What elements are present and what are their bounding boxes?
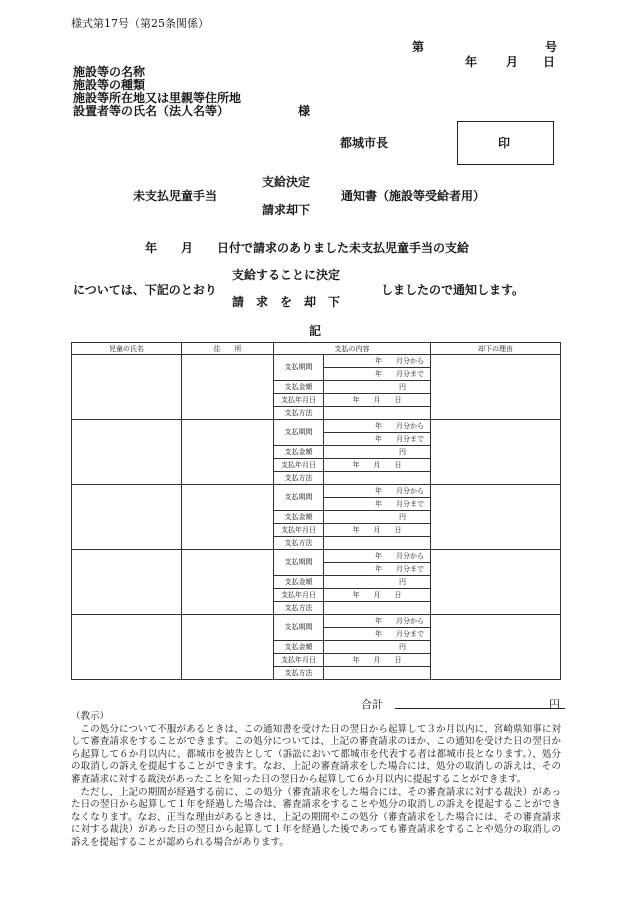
amount-yen: 円 xyxy=(324,511,431,524)
title-option-approve: 支給決定 xyxy=(262,175,311,189)
reject-reason-cell[interactable] xyxy=(431,420,561,485)
address-cell[interactable] xyxy=(182,420,274,485)
child-name-cell[interactable] xyxy=(72,485,182,550)
label-date: 支払年月日 xyxy=(274,459,324,472)
header-reject-reason: 却下の理由 xyxy=(431,343,561,355)
method-value[interactable] xyxy=(324,667,431,680)
period-from: 年 月分から xyxy=(324,420,431,433)
period-to: 年 月分まで xyxy=(324,433,431,446)
addressee-facility-type: 施設等の種類 xyxy=(73,78,146,92)
child-name-cell[interactable] xyxy=(72,420,182,485)
label-method: 支払方法 xyxy=(274,472,324,485)
addressee-owner-name: 設置者等の氏名（法人名等） xyxy=(73,104,230,118)
date-month: 月 xyxy=(506,55,519,69)
address-cell[interactable] xyxy=(182,355,274,420)
period-from: 年 月分から xyxy=(324,355,431,368)
body-line-1: 年 月 日付で請求のありました未支払児童手当の支給 xyxy=(145,241,470,255)
address-cell[interactable] xyxy=(182,485,274,550)
date-day: 日 xyxy=(543,55,556,69)
label-date: 支払年月日 xyxy=(274,394,324,407)
date-value: 年 月 日 xyxy=(324,394,431,407)
table-row xyxy=(72,420,561,433)
table-row xyxy=(72,485,561,498)
label-date: 支払年月日 xyxy=(274,589,324,602)
label-method: 支払方法 xyxy=(274,602,324,615)
doc-number-suffix: 号 xyxy=(545,40,558,54)
date-year: 年 xyxy=(465,55,478,69)
label-method: 支払方法 xyxy=(274,407,324,420)
amount-yen: 円 xyxy=(324,576,431,589)
table-row xyxy=(72,355,561,368)
reject-reason-cell[interactable] xyxy=(431,485,561,550)
total-label: 合計 xyxy=(361,698,383,711)
child-name-cell[interactable] xyxy=(72,355,182,420)
reject-reason-cell[interactable] xyxy=(431,615,561,680)
table-row xyxy=(72,550,561,563)
method-value[interactable] xyxy=(324,407,431,420)
body-option-approve: 支給することに決定 xyxy=(232,268,341,282)
amount-yen: 円 xyxy=(324,381,431,394)
doc-number-prefix: 第 xyxy=(412,40,425,54)
header-payment-content: 支払の内容 xyxy=(274,343,431,355)
period-to: 年 月分まで xyxy=(324,563,431,576)
amount-yen: 円 xyxy=(324,641,431,654)
method-value[interactable] xyxy=(324,537,431,550)
child-name-cell[interactable] xyxy=(72,615,182,680)
label-amount: 支払金額 xyxy=(274,381,324,394)
total-field[interactable] xyxy=(395,708,565,709)
label-period: 支払期間 xyxy=(274,550,324,576)
body-line-2-right: しましたので通知します。 xyxy=(381,283,525,297)
addressee-honorific: 様 xyxy=(298,104,311,118)
body-option-reject: 請 求 を 却 下 xyxy=(232,295,341,309)
label-amount: 支払金額 xyxy=(274,511,324,524)
addressee-facility-name: 施設等の名称 xyxy=(73,65,146,79)
title-left: 未支払児童手当 xyxy=(133,189,218,203)
reject-reason-cell[interactable] xyxy=(431,550,561,615)
period-to: 年 月分まで xyxy=(324,498,431,511)
period-from: 年 月分から xyxy=(324,615,431,628)
seal-box xyxy=(457,121,554,165)
label-period: 支払期間 xyxy=(274,355,324,381)
reject-reason-cell[interactable] xyxy=(431,355,561,420)
label-date: 支払年月日 xyxy=(274,524,324,537)
title-option-reject: 請求却下 xyxy=(262,203,311,217)
header-address: 住 所 xyxy=(182,343,274,355)
label-period: 支払期間 xyxy=(274,615,324,641)
table-header-row xyxy=(72,343,561,355)
notice-paragraph-1: この処分について不服があるときは、この通知書を受けた日の翌日から起算して３か月以内に、宮崎県知事に対して審査請求をすることができます。この処分については、上記の審査請求のほか、この通知を受けた日の翌日から起算して６か月以内に、都城市を被告として（訴訟において都城市を代表する者は都城市長となります。）、処分の取消しの訴えを提起することができます。なお、上記の審査請求をした場合には、処分の取消しの訴えは、その審査請求に対する裁決があったことを知った日の翌日から起算して６か月以内に提起することができます。 xyxy=(71,723,561,785)
address-cell[interactable] xyxy=(182,550,274,615)
payment-table xyxy=(71,342,561,680)
notice-paragraph-2: ただし、上記の期間が経過する前に、この処分（審査請求をした場合には、その審査請求に対する裁決）があった日の翌日から起算して１年を経過した場合は、審査請求をすることや処分の取消しの訴えを提起することができなくなります。なお、正当な理由があるときは、上記の期間やこの処分（審査請求をした場合には、その審査請求に対する裁決）があった日の翌日から起算して１年を経過した後であっても審査請求をすることや処分の取消しの訴えを提起することが認められる場合があります。 xyxy=(71,786,561,848)
title-right: 通知書（施設等受給者用） xyxy=(341,189,486,203)
notice-heading: （教示） xyxy=(71,711,110,722)
date-value: 年 月 日 xyxy=(324,654,431,667)
amount-yen: 円 xyxy=(324,446,431,459)
child-name-cell[interactable] xyxy=(72,550,182,615)
notice-section xyxy=(71,711,561,850)
period-to: 年 月分まで xyxy=(324,628,431,641)
label-method: 支払方法 xyxy=(274,537,324,550)
label-period: 支払期間 xyxy=(274,485,324,511)
date-value: 年 月 日 xyxy=(324,459,431,472)
label-period: 支払期間 xyxy=(274,420,324,446)
label-method: 支払方法 xyxy=(274,667,324,680)
method-value[interactable] xyxy=(324,602,431,615)
total-unit: 円 xyxy=(549,698,560,711)
issuer-name: 都城市長 xyxy=(340,136,389,150)
ki-heading: 記 xyxy=(309,324,322,338)
address-cell[interactable] xyxy=(182,615,274,680)
date-value: 年 月 日 xyxy=(324,524,431,537)
form-number: 様式第17号（第25条関係） xyxy=(71,17,209,30)
method-value[interactable] xyxy=(324,472,431,485)
seal-mark: 印 xyxy=(498,136,511,150)
table-row xyxy=(72,615,561,628)
date-value: 年 月 日 xyxy=(324,589,431,602)
period-from: 年 月分から xyxy=(324,550,431,563)
period-to: 年 月分まで xyxy=(324,368,431,381)
body-line-2-left: については、下記のとおり xyxy=(73,283,217,297)
label-date: 支払年月日 xyxy=(274,654,324,667)
addressee-address: 施設等所在地又は里親等住所地 xyxy=(73,91,242,105)
label-amount: 支払金額 xyxy=(274,641,324,654)
header-child-name: 児童の氏名 xyxy=(72,343,182,355)
label-amount: 支払金額 xyxy=(274,576,324,589)
label-amount: 支払金額 xyxy=(274,446,324,459)
period-from: 年 月分から xyxy=(324,485,431,498)
